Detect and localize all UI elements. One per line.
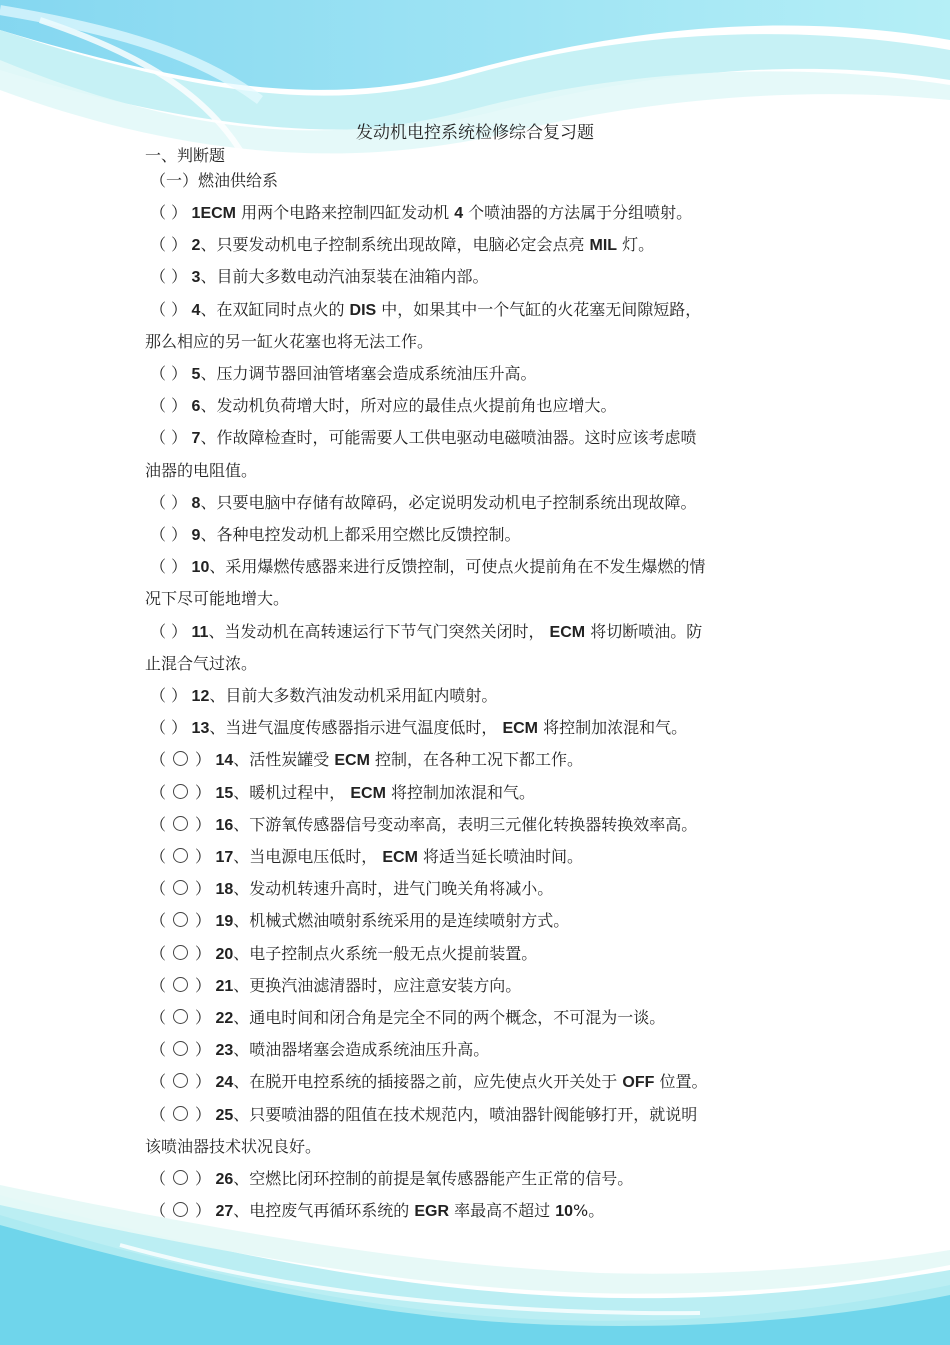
question-item xyxy=(150,683,497,706)
question-number: 7 xyxy=(187,430,201,448)
question-number: 23 xyxy=(211,1042,234,1060)
question-item xyxy=(150,876,553,899)
question-item xyxy=(150,264,488,287)
question-text: 个喷油器的方法属于分组喷射。 xyxy=(463,203,693,222)
circle-mark-icon xyxy=(173,751,188,766)
question-number: 16 xyxy=(211,816,234,834)
circle-mark-icon xyxy=(173,880,188,895)
question-number: 1 xyxy=(187,205,201,222)
top-wave-decoration xyxy=(0,0,950,200)
question-text: 、采用爆燃传感器来进行反馈控制，可使点火提前角在不发生爆燃的情 xyxy=(209,557,706,577)
keyword: DIS xyxy=(349,301,377,319)
question-continuation: 那么相应的另一缸火花塞也将无法工作。 xyxy=(145,331,434,351)
question-text: %。 xyxy=(573,1201,605,1221)
question-text: 将切断喷油。防 xyxy=(585,621,703,641)
question-item xyxy=(150,393,616,416)
question-number: 12 xyxy=(187,688,210,705)
question-item xyxy=(150,844,583,867)
question-text: 控制，在各种工况下都工作。 xyxy=(369,750,584,770)
question-item xyxy=(150,715,687,738)
question-text: 灯。 xyxy=(617,235,655,255)
keyword: MIL xyxy=(589,237,618,255)
document-title: 发动机电控系统检修综合复习题 xyxy=(356,123,594,143)
question-text: 、作故障检查时，可能需要人工供电驱动电磁喷油器。这时应该考虑喷 xyxy=(200,428,697,448)
question-item xyxy=(150,1005,665,1028)
question-text: 、下游氧传感器信号变动率高，表明三元催化转换器转换效率高。 xyxy=(233,814,698,834)
question-item xyxy=(150,1166,633,1189)
question-number: 13 xyxy=(187,720,210,738)
question-text: 、喷油器堵塞会造成系统油压升高。 xyxy=(233,1040,490,1060)
answer-bracket[interactable]: （ ） xyxy=(150,1169,212,1188)
answer-bracket[interactable]: （ ） xyxy=(150,686,188,705)
circle-mark-icon xyxy=(173,1170,188,1185)
answer-bracket[interactable]: （ ） xyxy=(150,975,212,995)
answer-bracket[interactable]: （ ） xyxy=(150,814,212,834)
keyword: EGR xyxy=(414,1203,450,1221)
question-number: 10 xyxy=(187,559,210,577)
answer-bracket[interactable]: （ ） xyxy=(150,1072,212,1092)
question-text: 、发动机转速升高时，进气门晚关角将减小。 xyxy=(233,879,554,899)
question-text: 中，如果其中一个气缸的火花塞无间隙短路， xyxy=(376,299,702,319)
answer-bracket[interactable]: （ ） xyxy=(150,1104,212,1124)
question-item xyxy=(150,747,583,770)
answer-bracket[interactable]: （ ） xyxy=(150,396,188,416)
question-text: 、空燃比闭环控制的前提是氧传感器能产生正常的信号。 xyxy=(233,1169,634,1188)
answer-bracket[interactable]: （ ） xyxy=(150,879,212,899)
question-continuation: 况下尽可能地增大。 xyxy=(145,589,290,609)
question-item xyxy=(150,1037,489,1060)
circle-mark-icon xyxy=(173,1009,188,1024)
keyword: 4 xyxy=(454,205,464,222)
question-item xyxy=(150,973,521,996)
question-number: 18 xyxy=(211,881,234,899)
answer-bracket[interactable]: （ ） xyxy=(150,428,188,448)
question-text: 、在脱开电控系统的插接器之前，应先使点火开关处于 xyxy=(233,1072,623,1092)
question-number: 5 xyxy=(187,366,201,383)
answer-bracket[interactable]: （ ） xyxy=(150,492,188,512)
answer-bracket[interactable]: （ ） xyxy=(150,1040,212,1060)
question-number: 25 xyxy=(211,1106,234,1124)
question-number: 11 xyxy=(187,623,209,641)
circle-mark-icon xyxy=(173,912,188,927)
question-item xyxy=(150,941,537,964)
keyword: ECM xyxy=(350,784,386,802)
question-number: 24 xyxy=(211,1074,234,1092)
keyword: ECM xyxy=(334,752,370,770)
question-item xyxy=(150,554,705,577)
question-text: 、只要发动机电子控制系统出现故障，电脑必定会点亮 xyxy=(200,235,590,255)
answer-bracket[interactable]: （ ） xyxy=(150,750,212,770)
keyword: 10 xyxy=(555,1203,574,1221)
question-continuation: 油器的电阻值。 xyxy=(145,460,258,480)
question-item xyxy=(150,425,696,448)
question-text: 、只要电脑中存储有故障码，必定说明发动机电子控制系统出现故障。 xyxy=(200,492,697,512)
circle-mark-icon xyxy=(173,784,188,799)
keyword: ECM xyxy=(200,205,236,222)
question-text: 、目前大多数汽油发动机采用缸内喷射。 xyxy=(209,686,498,705)
question-number: 17 xyxy=(211,849,234,866)
question-continuation: 该喷油器技术状况良好。 xyxy=(145,1136,322,1156)
question-number: 27 xyxy=(211,1203,234,1221)
question-number: 22 xyxy=(211,1010,234,1027)
question-text: 将控制加浓混和气。 xyxy=(385,782,536,802)
answer-bracket[interactable]: （ ） xyxy=(150,1201,212,1221)
question-text: 、电控废气再循环系统的 xyxy=(233,1201,415,1221)
question-text: 将适当延长喷油时间。 xyxy=(417,847,584,866)
circle-mark-icon xyxy=(173,977,188,992)
question-item xyxy=(150,297,701,320)
question-number: 21 xyxy=(211,977,234,995)
circle-mark-icon xyxy=(173,1202,188,1217)
answer-bracket[interactable]: （ ） xyxy=(150,911,212,931)
question-text: 、发动机负荷增大时，所对应的最佳点火提前角也应增大。 xyxy=(200,396,617,416)
circle-mark-icon xyxy=(173,848,188,863)
question-item xyxy=(150,908,569,931)
answer-bracket[interactable]: （ ） xyxy=(150,1008,212,1027)
question-number: 4 xyxy=(187,301,201,319)
question-item xyxy=(150,490,696,513)
question-continuation: 止混合气过浓。 xyxy=(145,653,258,673)
answer-bracket[interactable]: （ ） xyxy=(150,943,212,963)
question-item xyxy=(150,361,536,384)
question-text: 、机械式燃油喷射系统采用的是连续喷射方式。 xyxy=(233,911,570,931)
question-item xyxy=(150,200,692,223)
question-text: 、活性炭罐受 xyxy=(233,750,335,770)
question-text: 、当进气温度传感器指示进气温度低时， xyxy=(209,718,503,738)
answer-bracket[interactable]: （ ） xyxy=(150,557,188,577)
question-item xyxy=(150,1198,604,1221)
answer-bracket[interactable]: （ ） xyxy=(150,203,188,222)
question-item xyxy=(150,232,654,255)
question-text: 、当电源电压低时， xyxy=(233,847,383,866)
question-text: 率最高不超过 xyxy=(449,1201,556,1221)
question-text: 、通电时间和闭合角是完全不同的两个概念，不可混为一谈。 xyxy=(233,1008,666,1027)
question-text: 、目前大多数电动汽油泵装在油箱内部。 xyxy=(200,267,489,287)
question-text: 、只要喷油器的阻值在技术规范内，喷油器针阀能够打开，就说明 xyxy=(233,1104,698,1124)
question-item xyxy=(150,1102,697,1125)
answer-bracket[interactable]: （ ） xyxy=(150,718,188,738)
question-number: 9 xyxy=(187,527,201,544)
question-number: 19 xyxy=(211,913,234,931)
question-text: 、更换汽油滤清器时，应注意安装方向。 xyxy=(233,975,522,995)
question-text: 用两个电路来控制四缸发动机 xyxy=(236,203,455,222)
answer-bracket[interactable]: （ ） xyxy=(150,525,188,544)
question-number: 20 xyxy=(211,945,234,963)
section-heading: 一、判断题 xyxy=(145,146,226,165)
question-number: 8 xyxy=(187,494,201,512)
question-number: 26 xyxy=(211,1171,234,1188)
question-item xyxy=(150,812,697,835)
question-text: 、当发动机在高转速运行下节气门突然关闭时， xyxy=(208,621,550,641)
question-item xyxy=(150,780,535,803)
question-number: 14 xyxy=(211,752,234,770)
question-number: 6 xyxy=(187,398,201,416)
question-text: 、暖机过程中， xyxy=(233,782,351,802)
keyword: ECM xyxy=(502,720,538,738)
answer-bracket[interactable]: （ ） xyxy=(150,782,212,802)
circle-mark-icon xyxy=(173,1106,188,1121)
question-text: 、压力调节器回油管堵塞会造成系统油压升高。 xyxy=(200,364,537,383)
answer-bracket[interactable]: （ ） xyxy=(150,235,188,255)
answer-bracket[interactable]: （ ） xyxy=(150,847,212,866)
question-text: 将控制加浓混和气。 xyxy=(538,718,688,738)
question-item xyxy=(150,619,702,642)
circle-mark-icon xyxy=(173,1073,188,1088)
answer-bracket[interactable]: （ ） xyxy=(150,364,188,383)
keyword: ECM xyxy=(382,849,418,866)
answer-bracket[interactable]: （ ） xyxy=(150,299,188,319)
circle-mark-icon xyxy=(173,816,188,831)
keyword: ECM xyxy=(549,623,586,641)
subsection-heading: （一）燃油供给系 xyxy=(150,171,279,190)
question-text: 、在双缸同时点火的 xyxy=(200,299,350,319)
question-text: 位置。 xyxy=(654,1072,708,1092)
question-number: 3 xyxy=(187,269,201,287)
question-item xyxy=(150,1069,707,1092)
question-text: 、各种电控发动机上都采用空燃比反馈控制。 xyxy=(200,525,521,544)
circle-mark-icon xyxy=(173,1041,188,1056)
question-text: 、电子控制点火系统一般无点火提前装置。 xyxy=(233,943,538,963)
answer-bracket[interactable]: （ ） xyxy=(150,267,188,287)
question-number: 15 xyxy=(211,784,234,802)
answer-bracket[interactable]: （ ） xyxy=(150,621,188,641)
keyword: OFF xyxy=(622,1074,655,1092)
circle-mark-icon xyxy=(173,945,188,960)
question-number: 2 xyxy=(187,237,201,255)
question-item xyxy=(150,522,520,545)
